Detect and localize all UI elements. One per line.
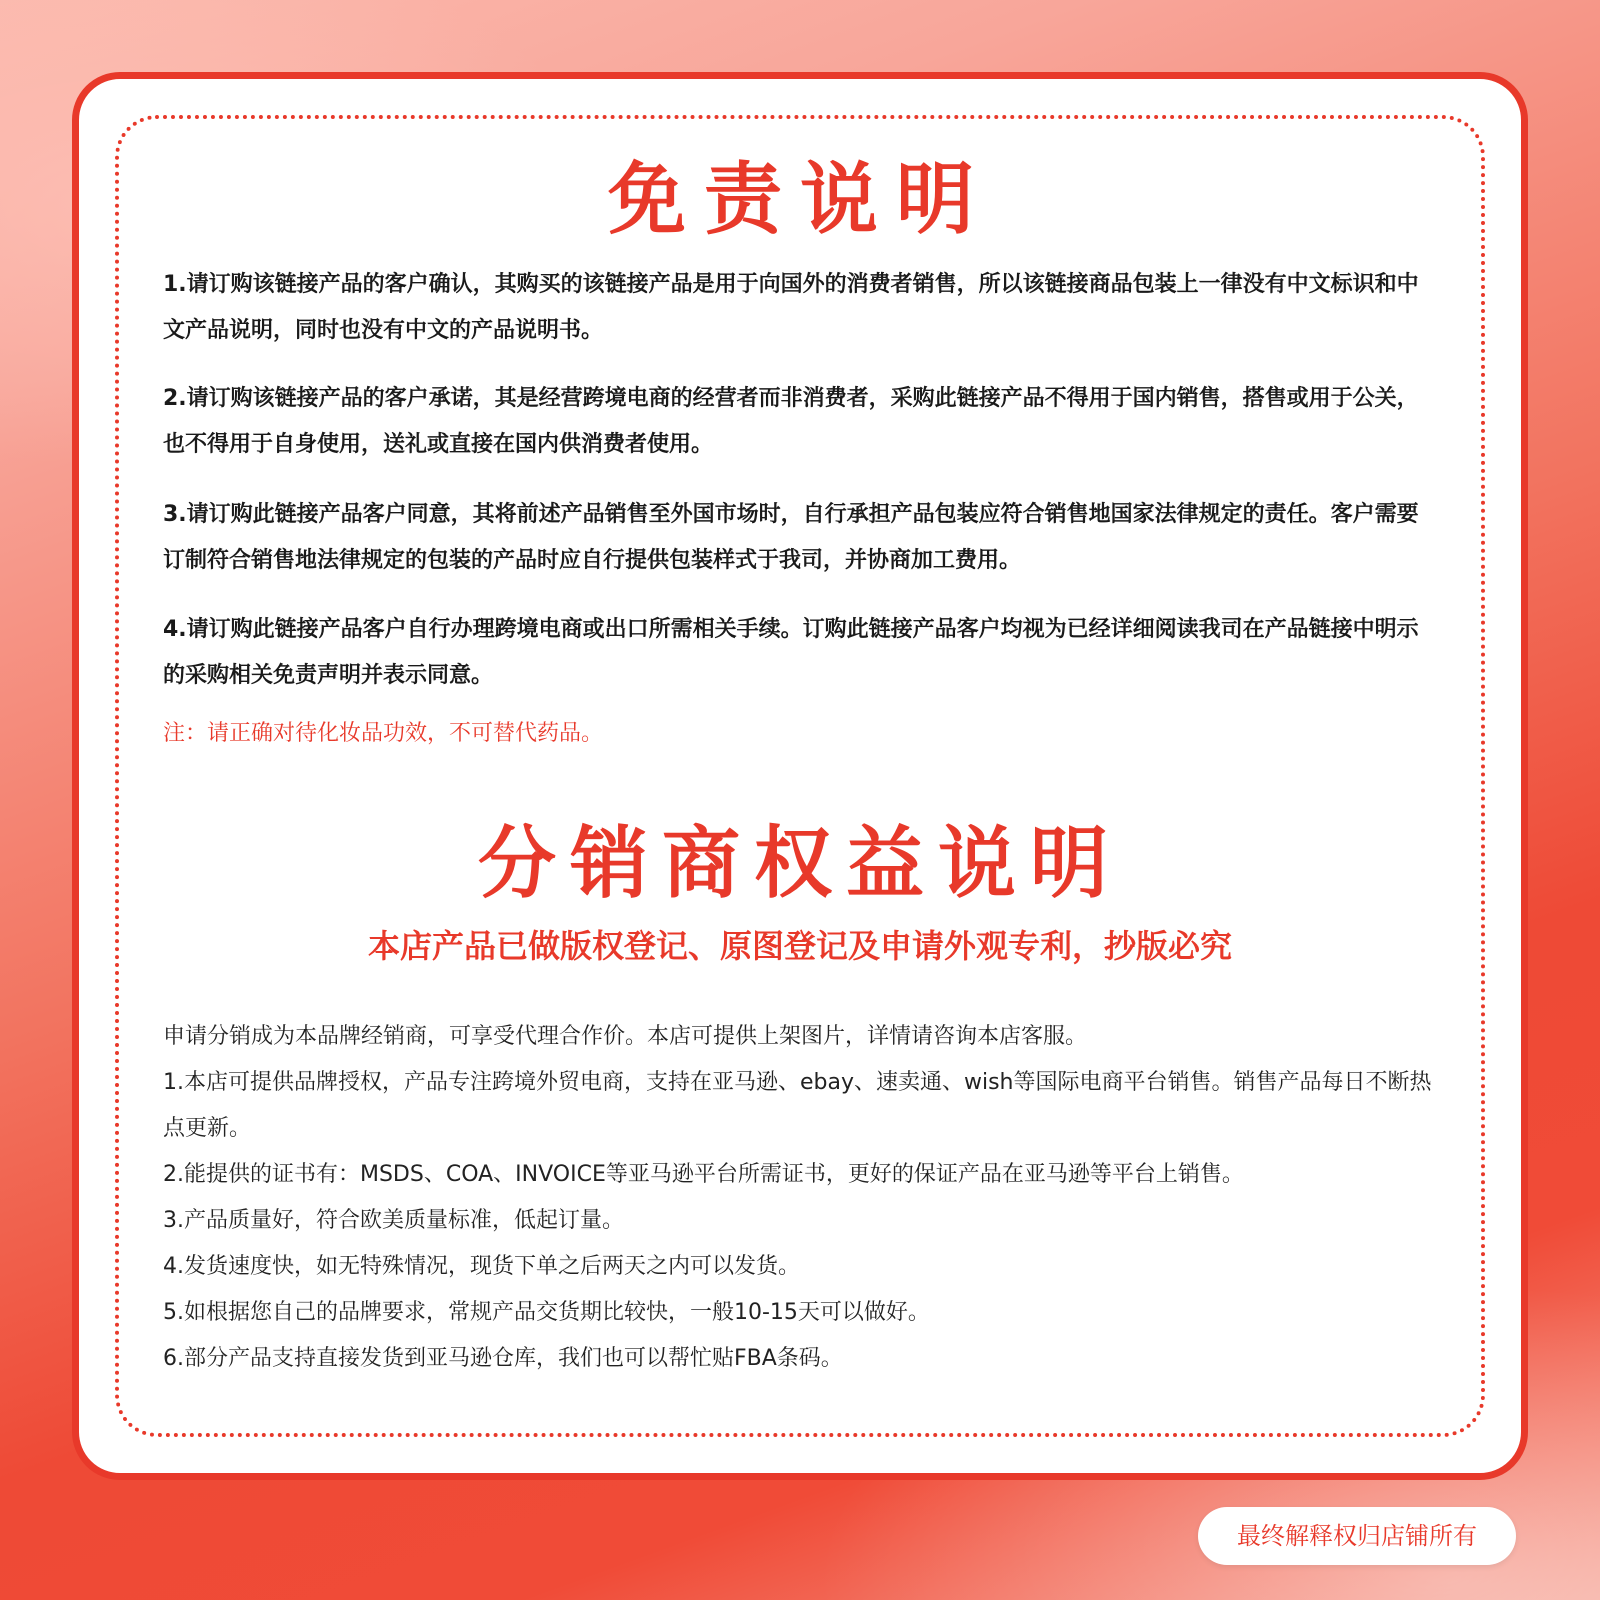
distributor-list	[163, 1014, 1433, 1382]
distributor-item-6: 6.部分产品支持直接发货到亚马逊仓库，我们也可以帮忙贴FBA条码。	[163, 1346, 843, 1371]
notice-card	[72, 72, 1528, 1480]
footer-badge: 最终解释权归店铺所有	[1198, 1507, 1516, 1565]
distributor-item-1: 1.本店可提供品牌授权，产品专注跨境外贸电商，支持在亚马逊、ebay、速卖通、wish等国际电商平台销售。销售产品每日不断热点更新。	[163, 1070, 1432, 1141]
disclaimer-paragraph-1: 1.请订购该链接产品的客户确认，其购买的该链接产品是用于向国外的消费者销售，所以该链接商品包装上一律没有中文标识和中文产品说明，同时也没有中文的产品说明书。	[163, 272, 1419, 343]
distributor-intro: 申请分销成为本品牌经销商，可享受代理合作价。本店可提供上架图片，详情请咨询本店客服。	[163, 1024, 1088, 1049]
distributor-item-2: 2.能提供的证书有：MSDS、COA、INVOICE等亚马逊平台所需证书，更好的保证产品在亚马逊等平台上销售。	[163, 1162, 1244, 1187]
disclaimer-paragraph-4: 4.请订购此链接产品客户自行办理跨境电商或出口所需相关手续。订购此链接产品客户均视为已经详细阅读我司在产品链接中明示的采购相关免责声明并表示同意。	[163, 617, 1419, 688]
disclaimer-title: 免责说明	[607, 155, 992, 245]
distributor-title: 分销商权益说明	[477, 819, 1122, 909]
distributor-subtitle: 本店产品已做版权登记、原图登记及申请外观专利，抄版必究	[367, 927, 1232, 965]
disclaimer-note: 注：请正确对待化妆品功效，不可替代药品。	[163, 721, 604, 746]
distributor-item-5: 5.如根据您自己的品牌要求，常规产品交货期比较快，一般10-15天可以做好。	[163, 1300, 930, 1325]
disclaimer-paragraph-2: 2.请订购该链接产品的客户承诺，其是经营跨境电商的经营者而非消费者，采购此链接产品不得用于国内销售，搭售或用于公关，也不得用于自身使用，送礼或直接在国内供消费者使用。	[163, 386, 1419, 457]
distributor-item-3: 3.产品质量好，符合欧美质量标准，低起订量。	[163, 1208, 624, 1233]
distributor-item-4: 4.发货速度快，如无特殊情况，现货下单之后两天之内可以发货。	[163, 1254, 800, 1279]
disclaimer-paragraph-3: 3.请订购此链接产品客户同意，其将前述产品销售至外国市场时，自行承担产品包装应符合销售地国家法律规定的责任。客户需要订制符合销售地法律规定的包装的产品时应自行提供包装样式于我司，并协商加工费用。	[163, 502, 1419, 573]
